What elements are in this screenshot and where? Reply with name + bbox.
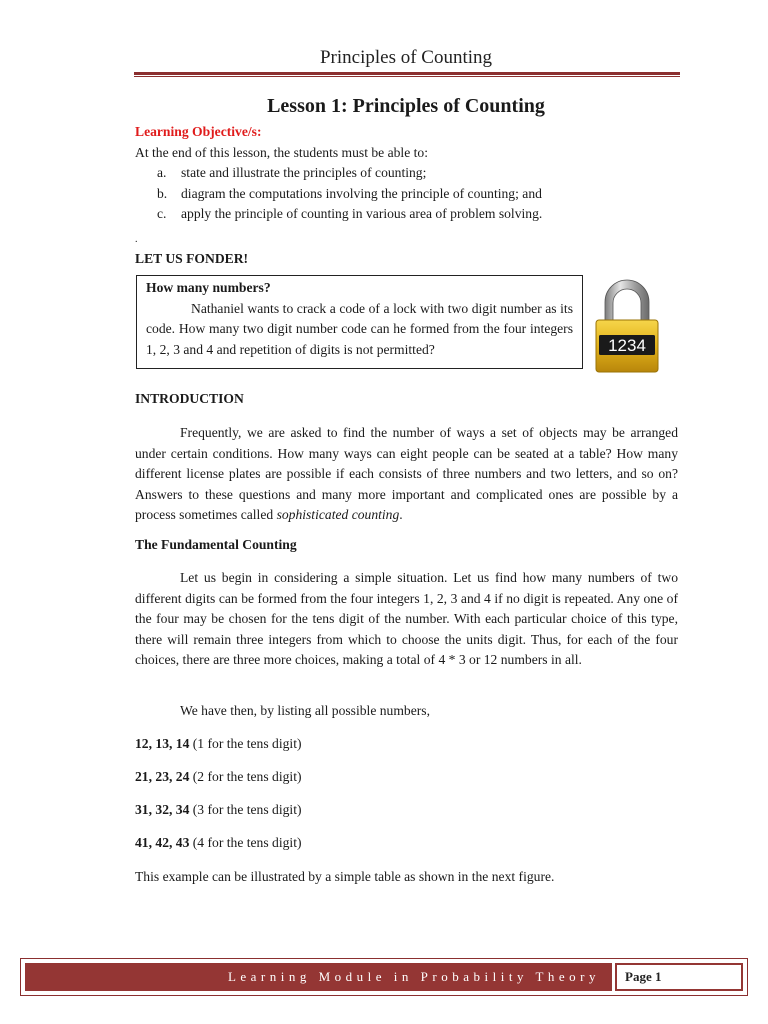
- fundamental-heading: The Fundamental Counting: [135, 537, 297, 552]
- list-item: b. diagram the computations involving the principle of counting; and: [157, 185, 542, 201]
- introduction-heading: INTRODUCTION: [135, 391, 244, 406]
- fonder-box-text: Nathaniel wants to crack a code of a lock with two digit number as its code. How many two digit number code can he formed from the four integers 1, 2, 3 and 4 and repetition of digits is not permitted?: [146, 300, 573, 357]
- footer-page-box: [615, 963, 743, 991]
- list-item: 31, 32, 34 (3 for the tens digit): [135, 802, 302, 817]
- lesson-title: Lesson 1: Principles of Counting: [267, 95, 545, 117]
- lock-code-digits: 1234: [608, 336, 646, 355]
- objective-intro: At the end of this lesson, the students must be able to:: [135, 145, 428, 160]
- footer-module-title: Learning Module in Probability Theory: [25, 963, 612, 991]
- list-item: a. state and illustrate the principles of counting;: [157, 165, 427, 180]
- objective-label: Learning Objective/s:: [135, 124, 262, 139]
- sophisticated-counting-term: sophisticated counting: [276, 507, 400, 522]
- running-header-title: Principles of Counting: [319, 47, 493, 68]
- introduction-paragraph: Frequently, we are asked to find the number of ways a set of objects may be arranged under certain conditions. How many ways can eight people can be seated at a table? How many different license plates are possible if each consists of three numbers and two letters, and so on? Answers to these questions and many more important and complicated ones are possible by a process sometimes called sophisticated counting.: [135, 425, 678, 522]
- header-divider: [134, 72, 680, 77]
- fonder-problem-box: [136, 275, 583, 369]
- list-item: 41, 42, 43 (4 for the tens digit): [135, 835, 302, 850]
- fonder-box-title: How many numbers?: [146, 280, 271, 295]
- page-footer: [20, 958, 748, 996]
- list-item: 21, 23, 24 (2 for the tens digit): [135, 769, 302, 784]
- stray-dot: .: [135, 234, 138, 245]
- list-item: 12, 13, 14 (1 for the tens digit): [135, 736, 302, 751]
- fundamental-paragraph: Let us begin in considering a simple situation. Let us find how many numbers of two different digits can be formed from the four integers 1, 2, 3 and 4 if no digit is repeated. Any one of the four may be chosen for the tens digit of the number. With each particular choice of this type, there will remain three integers from which to choose the units digit. Thus, for each of the four choices, there are three more choices, making a total of 4 * 3 or 12 numbers in all.: [135, 570, 678, 667]
- listing-intro: We have then, by listing all possible numbers,: [180, 703, 430, 718]
- fonder-heading: LET US FONDER!: [135, 251, 249, 266]
- closing-sentence: This example can be illustrated by a simple table as shown in the next figure.: [135, 869, 555, 884]
- objective-list: [157, 163, 677, 225]
- page-number: Page 1: [617, 965, 741, 989]
- list-item: c. apply the principle of counting in various area of problem solving.: [157, 206, 543, 221]
- padlock-icon: [595, 276, 659, 374]
